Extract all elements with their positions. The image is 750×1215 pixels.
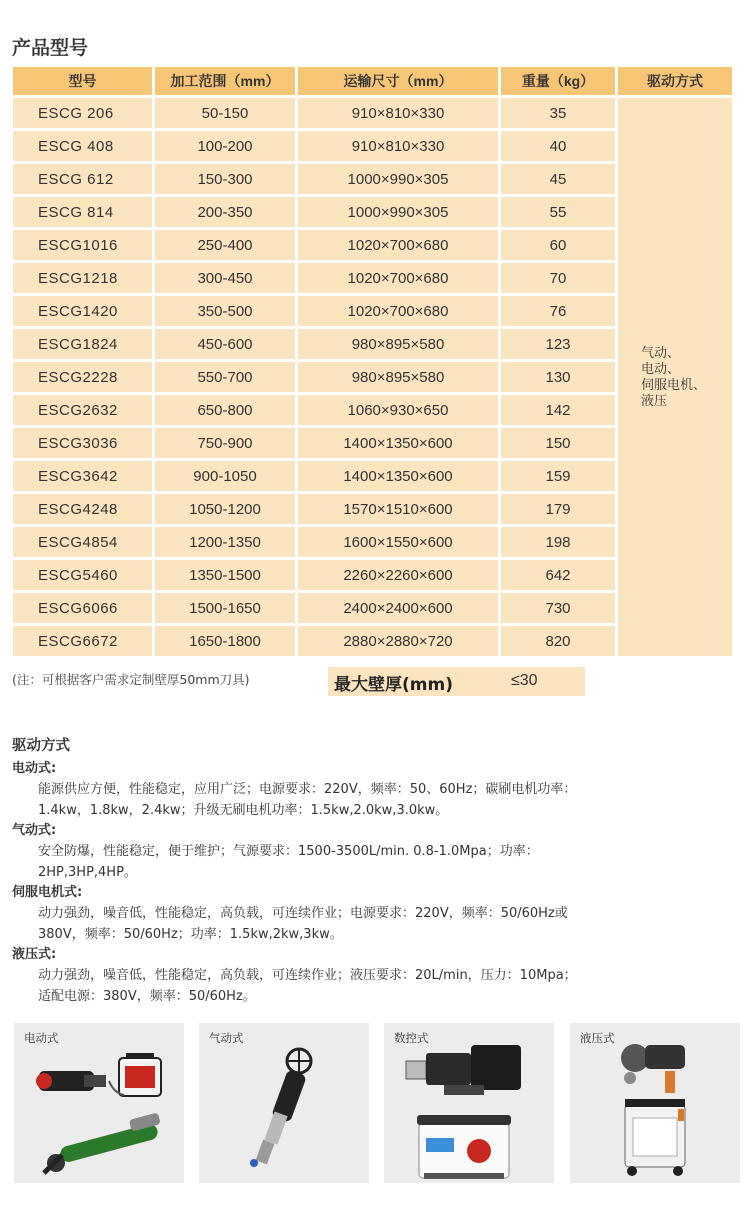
cell-dimensions: 1060×930×650: [298, 395, 498, 425]
cell-range: 450-600: [155, 329, 295, 359]
photo-gallery: [14, 1023, 740, 1183]
cell-weight: 60: [501, 230, 615, 260]
cell-dimensions: 1020×700×680: [298, 263, 498, 293]
cell-model: ESCG1824: [13, 329, 152, 359]
cell-range: 200-350: [155, 197, 295, 227]
cell-model: ESCG 612: [13, 164, 152, 194]
cell-dimensions: 2400×2400×600: [298, 593, 498, 623]
header-model: 型号: [13, 67, 152, 95]
cell-dimensions: 910×810×330: [298, 131, 498, 161]
electric-tool-icon: [14, 1023, 184, 1183]
drive-section: [12, 734, 737, 1007]
header-range: 加工范围（mm）: [155, 67, 295, 95]
cell-dimensions: 1000×990×305: [298, 164, 498, 194]
cell-range: 1200-1350: [155, 527, 295, 557]
cell-dimensions: 1020×700×680: [298, 296, 498, 326]
cell-range: 1500-1650: [155, 593, 295, 623]
drive-line: 伺服电机、: [641, 377, 707, 392]
cell-model: ESCG 206: [13, 98, 152, 128]
hydraulic-tool-icon: [570, 1023, 740, 1183]
cell-weight: 70: [501, 263, 615, 293]
photo-card-electric: [14, 1023, 184, 1183]
photo-label: 气动式: [209, 1031, 244, 1045]
cell-weight: 45: [501, 164, 615, 194]
cell-drive: [618, 98, 732, 656]
cell-model: ESCG4248: [13, 494, 152, 524]
drive-mode-description: 动力强劲，噪音低，性能稳定，高负载，可连续作业；电源要求：220V，频率：50/60Hz或: [38, 906, 568, 921]
cell-dimensions: 1400×1350×600: [298, 428, 498, 458]
max-wall-value: ≤30: [511, 672, 538, 689]
cell-dimensions: 1600×1550×600: [298, 527, 498, 557]
cell-weight: 130: [501, 362, 615, 392]
photo-card-pneumatic: [199, 1023, 369, 1183]
drive-mode-name: 电动式:: [12, 761, 57, 776]
cell-model: ESCG 408: [13, 131, 152, 161]
drive-line: 液压: [641, 393, 668, 408]
cell-model: ESCG1218: [13, 263, 152, 293]
cell-range: 650-800: [155, 395, 295, 425]
cell-weight: 76: [501, 296, 615, 326]
drive-mode-description: 安全防爆，性能稳定，便于维护；气源要求：1500-3500L/min. 0.8-1.0Mpa；功率：: [38, 844, 539, 859]
drive-line: 电动、: [641, 361, 681, 376]
photo-label: 数控式: [394, 1031, 429, 1045]
cell-dimensions: 910×810×330: [298, 98, 498, 128]
cell-dimensions: 1400×1350×600: [298, 461, 498, 491]
table-header-row: [13, 67, 732, 95]
note-text: (注：可根据客户需求定制壁厚50mm刀具): [12, 672, 250, 687]
cell-model: ESCG4854: [13, 527, 152, 557]
drive-mode-description: 2HP,3HP,4HP。: [38, 865, 137, 880]
cell-weight: 123: [501, 329, 615, 359]
drive-mode-name: 伺服电机式:: [12, 885, 83, 900]
cnc-tool-icon: [384, 1023, 554, 1183]
header-dimensions: 运输尺寸（mm）: [298, 67, 498, 95]
cell-range: 50-150: [155, 98, 295, 128]
cell-model: ESCG6672: [13, 626, 152, 656]
cell-range: 900-1050: [155, 461, 295, 491]
cell-weight: 159: [501, 461, 615, 491]
pneumatic-tool-icon: [199, 1023, 369, 1183]
cell-range: 1050-1200: [155, 494, 295, 524]
drive-section-title: 驱动方式: [12, 738, 70, 754]
cell-dimensions: 2260×2260×600: [298, 560, 498, 590]
cell-dimensions: 980×895×580: [298, 329, 498, 359]
cell-weight: 55: [501, 197, 615, 227]
cell-range: 750-900: [155, 428, 295, 458]
drive-mode-name: 气动式:: [12, 823, 57, 838]
cell-model: ESCG3036: [13, 428, 152, 458]
cell-model: ESCG 814: [13, 197, 152, 227]
cell-range: 100-200: [155, 131, 295, 161]
cell-range: 1350-1500: [155, 560, 295, 590]
cell-model: ESCG5460: [13, 560, 152, 590]
photo-label: 电动式: [24, 1031, 59, 1045]
cell-dimensions: 980×895×580: [298, 362, 498, 392]
cell-dimensions: 1570×1510×600: [298, 494, 498, 524]
drive-mode-name: 液压式:: [12, 947, 57, 962]
cell-weight: 642: [501, 560, 615, 590]
cell-model: ESCG6066: [13, 593, 152, 623]
cell-model: ESCG1420: [13, 296, 152, 326]
cell-range: 350-500: [155, 296, 295, 326]
photo-label: 液压式: [580, 1031, 615, 1045]
header-weight: 重量（kg）: [501, 67, 615, 95]
drive-mode-description: 380V，频率：50/60Hz；功率：1.5kw,2kw,3kw。: [38, 927, 343, 942]
drive-mode-description: 1.4kw，1.8kw，2.4kw；升级无刷电机功率：1.5kw,2.0kw,3.0kw。: [38, 803, 449, 818]
drive-mode-description: 能源供应方便，性能稳定，应用广泛；电源要求：220V，频率：50、60Hz；碳刷电机功率：: [38, 782, 577, 797]
cell-model: ESCG2632: [13, 395, 152, 425]
spec-table: [10, 64, 735, 659]
cell-range: 300-450: [155, 263, 295, 293]
cell-dimensions: 1020×700×680: [298, 230, 498, 260]
cell-weight: 40: [501, 131, 615, 161]
table-row: [13, 98, 732, 128]
cell-dimensions: 1000×990×305: [298, 197, 498, 227]
cell-weight: 730: [501, 593, 615, 623]
cell-weight: 820: [501, 626, 615, 656]
cell-model: ESCG2228: [13, 362, 152, 392]
cell-weight: 35: [501, 98, 615, 128]
max-wall-label: 最大壁厚(mm): [334, 675, 453, 695]
photo-card-cnc: [384, 1023, 554, 1183]
cell-weight: 198: [501, 527, 615, 557]
max-wall-box: [328, 667, 585, 696]
cell-weight: 150: [501, 428, 615, 458]
cell-dimensions: 2880×2880×720: [298, 626, 498, 656]
cell-range: 150-300: [155, 164, 295, 194]
drive-mode-description: 适配电源：380V，频率：50/60Hz。: [38, 989, 256, 1004]
cell-range: 250-400: [155, 230, 295, 260]
cell-weight: 179: [501, 494, 615, 524]
cell-range: 1650-1800: [155, 626, 295, 656]
cell-model: ESCG3642: [13, 461, 152, 491]
cell-range: 550-700: [155, 362, 295, 392]
drive-mode-description: 动力强劲，噪音低，性能稳定，高负载，可连续作业；液压要求：20L/min，压力：10Mpa；: [38, 968, 577, 983]
section-title: 产品型号: [12, 37, 89, 59]
header-drive: 驱动方式: [618, 67, 732, 95]
cell-model: ESCG1016: [13, 230, 152, 260]
photo-card-hydraulic: [570, 1023, 740, 1183]
drive-line: 气动、: [641, 345, 681, 360]
cell-weight: 142: [501, 395, 615, 425]
